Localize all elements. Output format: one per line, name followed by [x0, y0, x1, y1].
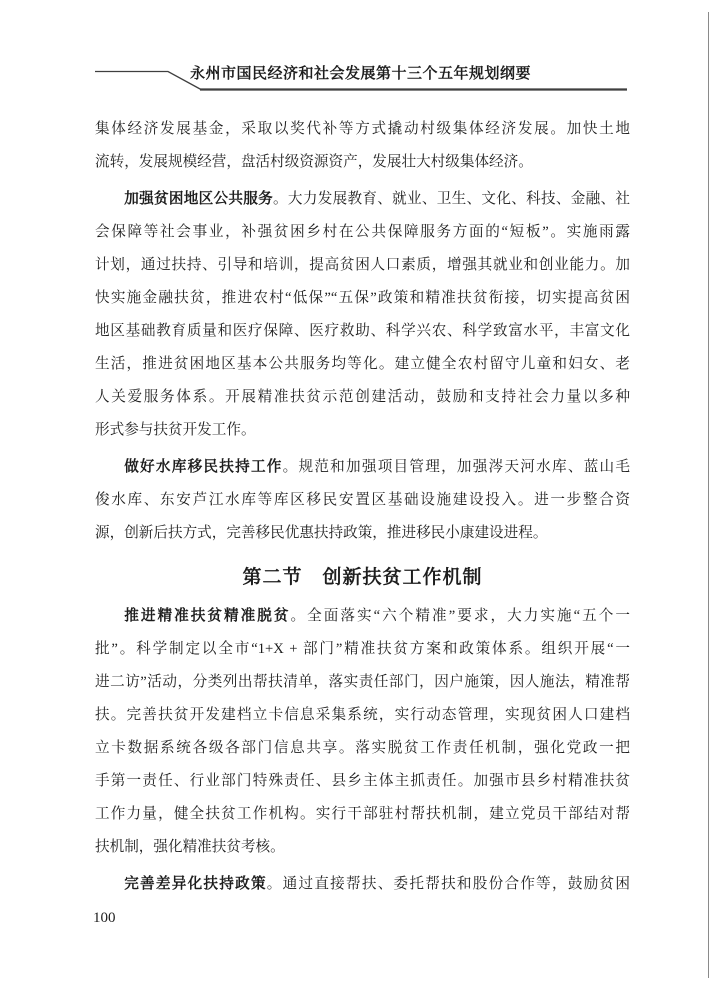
section-heading: 第二节 创新扶贫工作机制 [242, 567, 483, 588]
text-line: 推进精准扶贫精准脱贫。全面落实“六个精准”要求，大力实施“五个一 [124, 608, 630, 624]
running-head-title: 永州市国民经济和社会发展第十三个五年规划纲要 [189, 66, 531, 82]
paragraph-differentiated-support [95, 868, 630, 901]
text-line: 形式参与扶贫开发工作。 [95, 422, 256, 438]
text-line: 加强贫困地区公共服务。大力发展教育、就业、卫生、文化、科技、金融、社 [124, 191, 630, 207]
text-line: 流转，发展规模经营，盘活村级资源资产，发展壮大村级集体经济。 [95, 154, 533, 170]
text-line: 完善差异化扶持政策。通过直接帮扶、委托帮扶和股份合作等，鼓励贫困 [124, 876, 630, 892]
text-line: 计划，通过扶持、引导和培训，提高贫困人口素质，增强其就业和创业能力。加 [95, 257, 630, 273]
paragraph-targeted-poverty-alleviation [95, 600, 630, 864]
text-line: 源，创新后扶方式，完善移民优惠扶持政策，推进移民小康建设进程。 [95, 525, 548, 541]
text-line: 地区基础教育质量和医疗保障、医疗救助、科学兴农、科学致富水平，丰富文化 [95, 323, 630, 339]
document-body [95, 113, 630, 905]
bold-lead-phrase: 推进精准扶贫精准脱贫 [124, 608, 291, 624]
paragraph-collective-economy [95, 113, 630, 179]
text-line: 工作力量，健全扶贫工作机构。实行干部驻村帮扶机制，建立党员干部结对帮 [95, 806, 630, 822]
paragraph-public-services [95, 183, 630, 447]
text-line: 会保障等社会事业，补强贫困乡村在公共保障服务方面的“短板”。实施雨露 [95, 224, 630, 240]
text-line: 扶机制，强化精准扶贫考核。 [95, 839, 285, 855]
text-line: 手第一责任、行业部门特殊责任、县乡主体主抓责任。加强市县乡村精准扶贫 [95, 773, 630, 789]
text-line: 人关爱服务体系。开展精准扶贫示范创建活动，鼓励和支持社会力量以多种 [95, 389, 630, 405]
text-line: 做好水库移民扶持工作。规范和加强项目管理，加强涔天河水库、蓝山毛 [124, 459, 630, 475]
text-line: 进二访”活动，分类列出帮扶清单，落实责任部门，因户施策，因人施法，精准帮 [95, 674, 630, 690]
paragraph-reservoir-migrants [95, 451, 630, 550]
text-line: 扶。完善扶贫开发建档立卡信息采集系统，实行动态管理，实现贫困人口建档 [95, 707, 630, 723]
text-line: 集体经济发展基金，采取以奖代补等方式撬动村级集体经济发展。加快土地 [95, 121, 630, 137]
page-edge-scan-line [708, 12, 709, 978]
bold-lead-phrase: 做好水库移民扶持工作 [124, 459, 283, 475]
bold-lead-phrase: 完善差异化扶持政策 [124, 876, 267, 892]
bold-lead-phrase: 加强贫困地区公共服务 [124, 191, 274, 207]
text-line: 快实施金融扶贫，推进农村“低保”“五保”政策和精准扶贫衔接，切实提高贫困 [95, 290, 630, 306]
text-line: 生活，推进贫困地区基本公共服务均等化。建立健全农村留守儿童和妇女、老 [95, 356, 630, 372]
text-line: 立卡数据系统各级各部门信息共享。落实脱贫工作责任机制，强化党政一把 [95, 740, 630, 756]
header-decorative-rule [0, 0, 721, 100]
text-line: 俊水库、东安芦江水库等库区移民安置区基础设施建设投入。进一步整合资 [95, 492, 630, 508]
page-number: 100 [93, 910, 116, 926]
text-line: 批”。科学制定以全市“1+X + 部门”精准扶贫方案和政策体系。组织开展“一 [95, 641, 630, 657]
